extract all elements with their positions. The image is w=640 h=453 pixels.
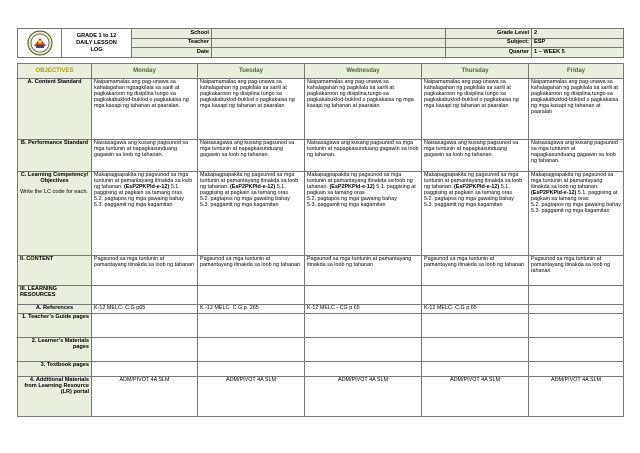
cell-wednesday [305, 286, 422, 305]
day-header-tuesday: Tuesday [198, 64, 305, 79]
content-row [18, 256, 624, 286]
performance-standard-row [18, 140, 624, 172]
cell-friday: ADM/PIVOT 4A SLM [529, 377, 624, 417]
cell-monday [92, 314, 198, 338]
content-standard-label: A. Content Standard [18, 79, 92, 140]
cell-friday: Pagsunod sa mga tuntunin at pamantayang itinakda sa loob ng tahanan [529, 256, 624, 286]
lc-text: Makapagpapakita ng pagsunod sa mga tuntunin at pamantayang itinakda sa loob ng tahanan. [200, 172, 299, 190]
learning-competency-row [18, 172, 624, 256]
learning-competency-label [18, 172, 92, 256]
cell-friday: Naipamamalas ang pag-unawa sa kahalagahan ng pagkilala sa sarili at pagkakaroon ng disiplina tungo sa pagkakabuklod-buklod o pagkakaisa ng mga kasapi ng tahanan at paaralan [529, 79, 624, 140]
content-label: II. CONTENT [18, 256, 92, 286]
objectives-header: OBJECTIVES [18, 64, 92, 79]
teachers-guide-row [18, 314, 624, 338]
cell-monday [92, 362, 198, 377]
subject-label: Subject: [446, 38, 532, 48]
cell-monday: K-12 MELC- C.G p65 [92, 305, 198, 314]
lc-items: 5.1. paggising at pagkain sa tamang oras 5.2. pagtapos ng mga gawaing bahay 5.3. paggamit ng mga kagamitan [307, 184, 416, 208]
title-line-3: LOG [90, 46, 103, 53]
day-header-friday: Friday [529, 64, 624, 79]
day-header-wednesday: Wednesday [305, 64, 422, 79]
day-header-thursday: Thursday [422, 64, 529, 79]
day-header-row [18, 64, 624, 79]
school-value[interactable] [212, 29, 446, 39]
deped-seal-icon [25, 30, 55, 56]
lesson-table [17, 63, 624, 417]
textbook-label: 3. Textbook pages [18, 362, 92, 377]
cell-thursday: Naipamamalas ang pag-unawa sa kahalagahan ng pagkilala sa sarili at pagkakaroon ng disiplina tungo sa pagkakabuklod-buklod o pagkakaisa ng mga kasapi ng tahanan at paaralan [422, 79, 529, 140]
cell-friday [529, 172, 624, 256]
logo-cell [18, 29, 62, 58]
cell-thursday [422, 338, 529, 362]
additional-materials-label: 4. Additional Materials from Learning Resource (LR) portal [18, 377, 92, 417]
cell-thursday [422, 286, 529, 305]
school-label: School [132, 29, 212, 39]
lc-text: Makapagpapakita ng pagsunod sa mga tuntunin at pamantayang itinakda sa loob ng tahanan. [94, 172, 193, 190]
date-value[interactable] [212, 48, 446, 58]
quarter-value[interactable]: 1 – WEEK 5 [532, 48, 624, 58]
lc-text: Makapagpapakita ng pagsunod sa mga tuntunin at pamantayang itinakda sa loob ng tahanan. [424, 172, 523, 190]
lc-code: (EsP2PKPId-e-12) [329, 184, 375, 190]
lc-code: (EsP2PKPId-e-12) [123, 184, 170, 190]
cell-thursday [422, 172, 529, 256]
cell-thursday: Pagsunod sa mga tuntunin at pamantayang itinakda sa loob ng tahanan [422, 256, 529, 286]
performance-standard-label: B. Performance Standard [18, 140, 92, 172]
day-header-monday: Monday [92, 64, 198, 79]
cell-tuesday [198, 286, 305, 305]
grade-level-value[interactable]: 2 [532, 29, 624, 39]
cell-tuesday [198, 362, 305, 377]
cell-tuesday [198, 314, 305, 338]
cell-monday [92, 286, 198, 305]
cell-tuesday [198, 338, 305, 362]
references-row [18, 305, 624, 314]
lc-code: (EsP2PKPId-e-12) [453, 184, 500, 190]
learning-resources-label: III. LEARNING RESOURCES [18, 286, 92, 305]
cell-wednesday [305, 172, 422, 256]
lc-items: 5.1. paggising at pagkain sa tamang oras 5.2. pagtapos ng mga gawaing bahay 5.3. paggamit ng mga kagamitan [94, 184, 184, 208]
learning-competency-title: C. Learning Competency/ Objectives [20, 172, 89, 184]
cell-thursday [422, 362, 529, 377]
cell-wednesday [305, 314, 422, 338]
textbook-row [18, 362, 624, 377]
daily-lesson-log [17, 28, 623, 417]
teacher-label: Teacher [132, 38, 212, 48]
cell-wednesday: ADM/PIVOT 4A SLM [305, 377, 422, 417]
date-label: Date [132, 48, 212, 58]
lc-text: Makapagpapakita ng pagsunod sa mga tuntunin at pamantayang itinakda sa loob ng tahanan. [531, 172, 614, 190]
quarter-label: Quarter [446, 48, 532, 58]
cell-thursday: ADM/PIVOT 4A SLM [422, 377, 529, 417]
header-table [17, 28, 624, 58]
cell-monday [92, 172, 198, 256]
learning-resources-row [18, 286, 624, 305]
cell-wednesday [305, 338, 422, 362]
references-label: A. References [18, 305, 92, 314]
subject-value[interactable]: ESP [532, 38, 624, 48]
cell-friday [529, 314, 624, 338]
cell-friday [529, 286, 624, 305]
cell-tuesday: Naipamamalas ang pag-unawa sa kahalagahan ng pagkilala sa sarili at pagkakaroon ng disiplina tungo sa pagkakabuklod-buklod o pagkakaisa ng mga kasapi ng tahanan at paaralan [198, 79, 305, 140]
lc-code: (EsP2PKPId-e-12) [531, 190, 577, 196]
cell-thursday: K-12 MELC- C.G p.65 [422, 305, 529, 314]
lc-code: (EsP2PKPId-e-12) [229, 184, 276, 190]
cell-monday: ADM/PIVOT 4A SLM [92, 377, 198, 417]
content-standard-row [18, 79, 624, 140]
cell-monday: Naipamamalas ang pag-unawa sa kahalagahan ngpagkilala sa sarili at pagkakaroon ng disiplina tungo sa pagkakabuklod-buklod o pagkakaisa ng mga kasapi ng tahanan at paaralan. [92, 79, 198, 140]
grade-level-label: Grade Level [446, 29, 532, 39]
learners-materials-row [18, 338, 624, 362]
lc-code-note: Write the LC code for each. [20, 189, 88, 195]
dll-title [62, 29, 132, 58]
cell-tuesday: Naisasagawa ang kusang pagsunod sa mga tuntunin at napagkasunduang gagawin sa loob ng tahanan. [198, 140, 305, 172]
cell-friday [529, 362, 624, 377]
lc-items: 5.1. paggising at pagkain sa tamang oras 5.2. pagtapos ng mga gawaing bahay 5.3. paggamit ng mga kagamitan [424, 184, 514, 208]
cell-wednesday: Naisasagawa ang kusang pagsunod sa mga tuntunin at napagkasunduang gagawin sa loob ng tahanan. [305, 140, 422, 172]
lc-items: 5.1. paggising at pagkain sa tamang oras 5.2. pagtapos ng mga gawaing bahay 5.3. paggamit ng mga kagamitan [200, 184, 290, 208]
teacher-value[interactable] [212, 38, 446, 48]
cell-friday [529, 305, 624, 314]
cell-thursday [422, 314, 529, 338]
cell-wednesday: Pagsunod sa mga tuntunin at pamantayang itinakda sa loob ng tahanan [305, 256, 422, 286]
additional-materials-row [18, 377, 624, 417]
learners-materials-label: 2. Learner’s Materials pages [18, 338, 92, 362]
cell-monday: Pagsunod sa mga tuntunin at pamantayang itinakda sa loob ng tahanan [92, 256, 198, 286]
cell-tuesday: ADM/PIVOT 4A SLM [198, 377, 305, 417]
cell-friday: Naisasagawa ang kusang pagsunod sa mga tuntunin at napagkasunduang gagawin sa loob ng tahanan. [529, 140, 624, 172]
cell-monday: Naisasagawa ang kusang pagsunod sa mga tuntunin at napagkasunduang gagawin sa loob ng tahanan. [92, 140, 198, 172]
title-line-2: DAILY LESSON [76, 39, 117, 46]
cell-tuesday: K -12 MELC- C.G p. 265 [198, 305, 305, 314]
cell-wednesday [305, 362, 422, 377]
cell-monday [92, 338, 198, 362]
cell-wednesday: K-12 MELC - CG p 65 [305, 305, 422, 314]
teachers-guide-label: 1. Teacher’s Guide pages [18, 314, 92, 338]
lc-items: 5.1. paggising at pagkain sa tamang oras 5.2. pagtapos ng mga gawaing bahay 5.3. paggamit ng mga kagamitan [531, 190, 621, 214]
cell-tuesday [198, 172, 305, 256]
cell-wednesday: Naipamamalas ang pag-unawa sa kahalagahan ng pagkilala sa sarili at pagkakaroon ng disiplina tungo sa pagkakabuklod-buklod o pagkakaisa ng mga kasapi ng tahanan at paaralan [305, 79, 422, 140]
cell-tuesday: Pagsunod sa mga tuntunin at pamantayang itinakda sa loob ng tahanan [198, 256, 305, 286]
cell-thursday: Naisasagawa ang kusang pagsunod sa mga tuntunin at napagkasunduang gagawin sa loob ng tahanan. [422, 140, 529, 172]
lc-text: Makapagpapakita ng pagsunod sa mga tuntunin at pamantayang itinakda sa loob ng tahanan. [307, 172, 413, 190]
cell-friday [529, 338, 624, 362]
title-line-1: GRADE 1 to 12 [76, 32, 117, 39]
